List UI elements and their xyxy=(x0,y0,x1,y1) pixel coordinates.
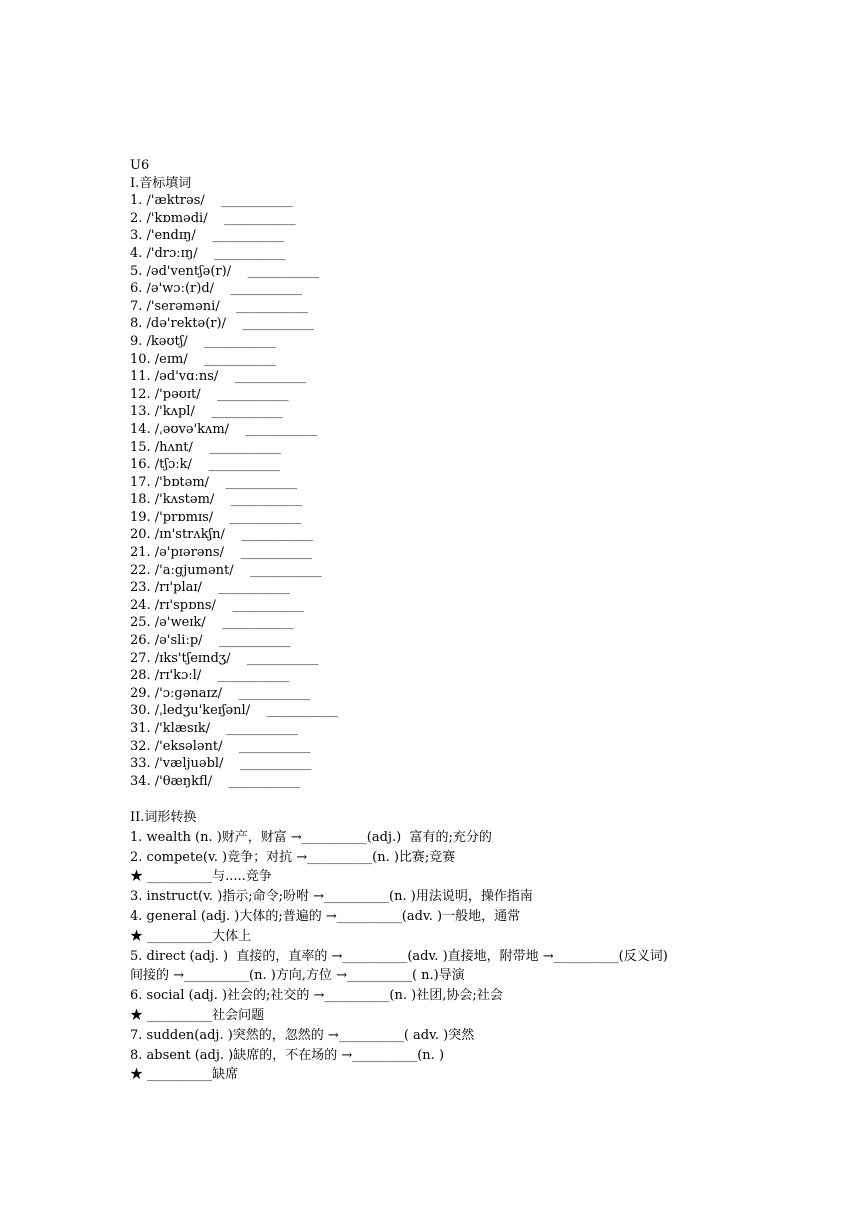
phonetic-item: 19. /'prɒmɪs/ ___________ xyxy=(130,509,302,525)
phonetic-item: 15. /hʌnt/ ___________ xyxy=(130,439,281,455)
word-form-line: ★ __________大体上 xyxy=(130,928,252,944)
phonetic-item: 21. /ə'pɪərəns/ ___________ xyxy=(130,545,312,561)
word-form-line: 3. instruct(v. )指示;命令;吩咐 →__________(n. )用法说明，操作指南 xyxy=(130,889,533,905)
section-2 xyxy=(130,808,770,1085)
phonetic-item: 34. /'θæŋkfl/ ___________ xyxy=(130,773,301,789)
word-form-line: ★ __________社会问题 xyxy=(130,1007,265,1023)
phonetic-item: 28. /rɪ'kɔːl/ ___________ xyxy=(130,668,290,684)
phonetic-item: 33. /'væljuəbl/ ___________ xyxy=(130,756,312,772)
word-form-line: 6. social (adj. )社会的;社交的 →__________(n. )社团,协会;社会 xyxy=(130,988,503,1004)
phonetic-item: 20. /ɪn'strʌkʃn/ ___________ xyxy=(130,527,313,543)
phonetic-item: 4. /'drɔːɪŋ/ ___________ xyxy=(130,245,286,261)
phonetic-item: 26. /ə'sliːp/ ___________ xyxy=(130,633,291,649)
word-form-line: 1. wealth (n. )财产，财富 →__________(adj.) 富有的;充分的 xyxy=(130,829,492,845)
word-form-line: ★ __________与.....竞争 xyxy=(130,869,272,885)
phonetic-item: 13. /'kʌpl/ ___________ xyxy=(130,404,283,420)
phonetic-item: 9. /kəʊtʃ/ ___________ xyxy=(130,333,276,349)
phonetic-item: 22. /'aːgjumənt/ ___________ xyxy=(130,562,322,578)
word-form-line: 4. general (adj. )大体的;普遍的 →__________(adv. )一般地，通常 xyxy=(130,908,521,924)
phonetic-item: 6. /ə'wɔː(r)d/ ___________ xyxy=(130,281,303,297)
phonetic-item: 18. /'kʌstəm/ ___________ xyxy=(130,492,303,508)
phonetic-item: 31. /'klæsɪk/ ___________ xyxy=(130,721,299,736)
word-form-list xyxy=(130,828,770,1085)
phonetic-item: 23. /rɪ'plaɪ/ ___________ xyxy=(130,580,290,596)
phonetic-item: 32. /'eksələnt/ ___________ xyxy=(130,738,311,754)
section-2-heading: II.词形转换 xyxy=(130,809,197,825)
phonetic-list xyxy=(130,192,770,790)
phonetic-item: 12. /'pəʊɪt/ ___________ xyxy=(130,386,289,402)
phonetic-item: 16. /tʃɔːk/ ___________ xyxy=(130,457,280,473)
phonetic-item: 24. /rɪ'spɒns/ ___________ xyxy=(130,597,304,613)
phonetic-item: 17. /'bɒtəm/ ___________ xyxy=(130,474,298,490)
section-spacer xyxy=(130,790,770,808)
phonetic-item: 8. /də'rektə(r)/ ___________ xyxy=(130,316,314,332)
phonetic-item: 25. /ə'weɪk/ ___________ xyxy=(130,615,294,631)
phonetic-item: 5. /əd'ventʃə(r)/ ___________ xyxy=(130,263,320,279)
worksheet-page xyxy=(130,157,770,1085)
word-form-line: 5. direct (adj. ) 直接的，直率的 →__________(adv. )直接地，附带地 →__________(反义词) xyxy=(130,948,668,964)
word-form-line: ★ __________缺席 xyxy=(130,1067,239,1083)
phonetic-item: 11. /əd'vɑːns/ ___________ xyxy=(130,369,307,385)
unit-title: U6 xyxy=(130,158,150,173)
word-form-line: 8. absent (adj. )缺席的，不在场的 →__________(n. ) xyxy=(130,1047,445,1063)
phonetic-item: 3. /'endɪŋ/ ___________ xyxy=(130,228,284,244)
section-1-heading: I.音标填词 xyxy=(130,175,192,191)
phonetic-item: 7. /'serəməni/ ___________ xyxy=(130,298,308,314)
phonetic-item: 14. /ˌəʊvə'kʌm/ ___________ xyxy=(130,421,318,437)
word-form-line: 2. compete(v. )竞争；对抗 →__________(n. )比赛;竞赛 xyxy=(130,849,456,865)
phonetic-item: 27. /ɪks'tʃeɪndʒ/ ___________ xyxy=(130,650,319,666)
phonetic-item: 1. /'æktrəs/ ___________ xyxy=(130,193,293,209)
phonetic-item: 2. /'kɒmədi/ ___________ xyxy=(130,210,296,226)
word-form-line: 7. sudden(adj. )突然的，忽然的 →__________( adv. )突然 xyxy=(130,1027,475,1043)
phonetic-item: 30. /ˌledʒu'keɪʃənl/ ___________ xyxy=(130,703,339,719)
phonetic-item: 29. /'ɔːgənaɪz/ ___________ xyxy=(130,685,310,701)
word-form-line: 间接的 →__________(n. )方向,方位 →__________( n.)导演 xyxy=(130,968,465,984)
phonetic-item: 10. /eɪm/ ___________ xyxy=(130,351,276,367)
